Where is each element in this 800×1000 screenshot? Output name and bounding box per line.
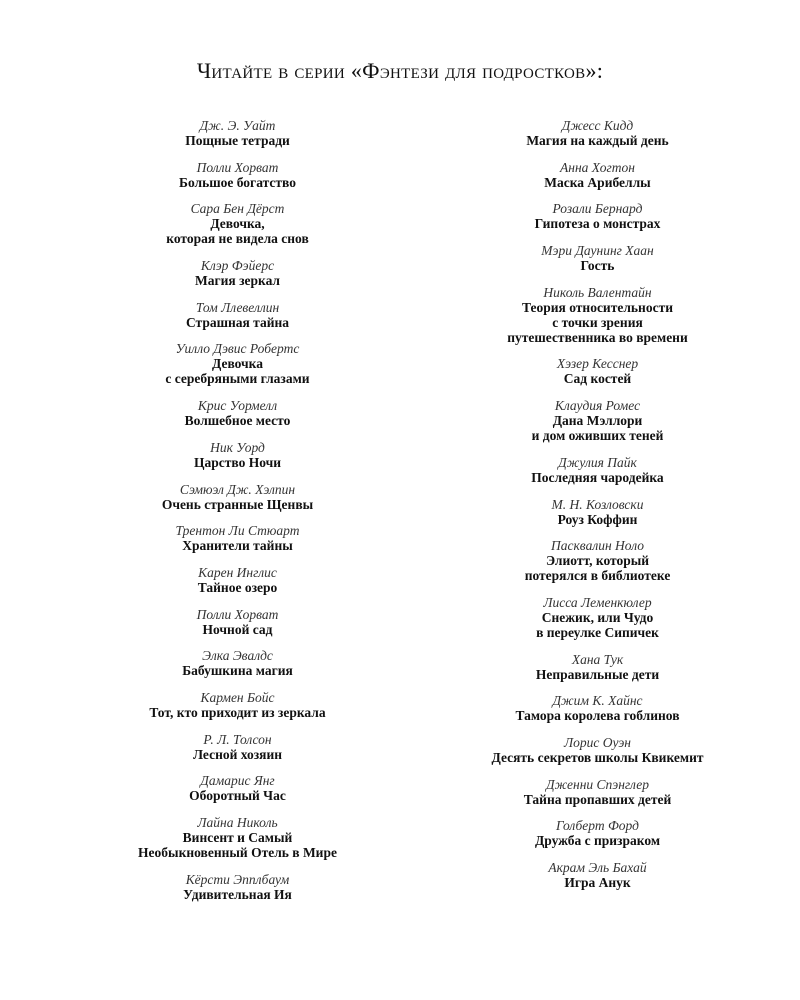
book-title-line: Элиотт, который	[545, 553, 650, 569]
book-title	[440, 258, 755, 273]
book-title	[440, 610, 755, 640]
book-entry	[440, 735, 755, 765]
book-title-line: Волшебное место	[184, 413, 291, 429]
book-entry	[80, 201, 395, 246]
book-author: Элка Эвалдс	[202, 648, 273, 664]
book-author: Дженни Спэнглер	[546, 776, 649, 792]
book-author: Дж. Э. Уайт	[199, 118, 276, 133]
book-title	[440, 216, 755, 231]
book-title-line: путешественника во времени	[507, 329, 688, 345]
book-title	[80, 622, 395, 637]
book-title-line: Роуз Коффин	[557, 511, 638, 527]
book-title-line: Необыкновенный Отель в Мире	[138, 845, 337, 860]
book-title	[80, 216, 395, 246]
book-title-line: Лесной хозяин	[192, 746, 283, 762]
book-title	[440, 750, 755, 765]
book-title-line: Оборотный Час	[189, 788, 286, 804]
book-entry	[440, 398, 755, 443]
book-title	[80, 175, 395, 190]
book-title	[80, 315, 395, 330]
book-entry	[440, 777, 755, 807]
book-author: Мэри Даунинг Хаан	[541, 243, 654, 259]
book-title-line: которая не видела снов	[166, 231, 309, 247]
book-title-line: Тамора королева гоблинов	[515, 708, 680, 724]
book-title	[80, 887, 395, 902]
book-author: Акрам Эль Бахай	[548, 860, 647, 875]
book-title	[80, 538, 395, 553]
book-title	[80, 413, 395, 428]
book-title	[440, 133, 755, 148]
right-column	[440, 118, 755, 902]
book-entry	[80, 118, 395, 148]
book-title-line: с серебряными глазами	[165, 371, 310, 387]
book-title	[440, 667, 755, 682]
book-title	[440, 300, 755, 345]
book-entry	[440, 818, 755, 848]
left-column	[80, 118, 395, 913]
book-title	[80, 580, 395, 595]
book-author: Хэзер Кесснер	[556, 356, 639, 372]
book-title-line: Последняя чародейка	[531, 469, 664, 485]
book-author: Николь Валентайн	[543, 284, 652, 300]
book-title-line: Тайна пропавших детей	[523, 791, 672, 807]
book-entry	[80, 690, 395, 720]
book-entry	[80, 523, 395, 553]
book-title-line: Ночной сад	[202, 621, 273, 637]
book-title-line: Десять секретов школы Квикемит	[491, 749, 704, 765]
book-author: Джесс Кидд	[561, 118, 634, 133]
book-entry	[440, 118, 755, 148]
book-entry	[80, 300, 395, 330]
book-author: Клаудия Ромес	[554, 398, 641, 414]
book-author: Полли Хорват	[196, 606, 279, 622]
book-title-line: Гость	[580, 258, 615, 274]
book-title-line: и дом оживших теней	[531, 428, 664, 444]
book-entry	[440, 595, 755, 640]
book-author: Уилло Дэвис Робертс	[175, 341, 300, 357]
book-author: Голберт Форд	[556, 818, 639, 834]
book-author: Карен Инглис	[198, 564, 277, 580]
book-entry	[440, 652, 755, 682]
book-author: Полли Хорват	[196, 159, 279, 175]
book-title	[80, 830, 395, 860]
book-title-line: Дружба с призраком	[534, 833, 661, 849]
book-author: Дамарис Янг	[200, 773, 275, 789]
book-entry	[440, 201, 755, 231]
book-title-line: Пощные тетради	[185, 133, 290, 148]
book-title-line: Маска Арибеллы	[544, 174, 651, 190]
book-title-line: Удивительная Ия	[183, 886, 292, 902]
book-title-line: Бабушкина магия	[182, 663, 293, 679]
book-title	[80, 356, 395, 386]
book-author: Сара Бен Дёрст	[190, 201, 285, 217]
book-entry	[80, 398, 395, 428]
book-title-line: Магия зеркал	[194, 273, 281, 289]
book-author: Крис Уормелл	[197, 398, 278, 414]
book-entry	[80, 648, 395, 678]
book-title-line: Очень странные Щенвы	[161, 496, 314, 512]
book-title	[440, 413, 755, 443]
book-entry	[440, 538, 755, 583]
book-author: Пасквалин Ноло	[551, 538, 644, 554]
book-title-line: с точки зрения	[552, 314, 643, 330]
book-entry	[80, 440, 395, 470]
book-title-line: Теория относительности	[522, 299, 673, 315]
book-title	[80, 788, 395, 803]
book-title	[80, 497, 395, 512]
book-author: Джулия Пайк	[558, 454, 637, 470]
book-entry	[80, 565, 395, 595]
book-entry	[80, 872, 395, 902]
book-entry	[440, 455, 755, 485]
book-author: Р. Л. Толсон	[203, 731, 272, 747]
book-entry	[440, 860, 755, 890]
book-title-line: Игра Анук	[564, 875, 631, 890]
book-entry	[440, 356, 755, 386]
book-author: Анна Хогтон	[560, 159, 635, 175]
book-entry	[440, 243, 755, 273]
book-author: Клэр Фэйерс	[200, 258, 275, 274]
book-title	[440, 708, 755, 723]
book-entry	[80, 773, 395, 803]
page-heading: Читайте в серии «Фэнтези для подростков»:	[196, 58, 604, 83]
book-title-line: Страшная тайна	[185, 314, 290, 330]
book-title	[80, 273, 395, 288]
book-author: Розали Бернард	[552, 201, 643, 217]
book-title-line: Царство Ночи	[194, 454, 281, 470]
book-author: Трентон Ли Стюарт	[175, 523, 300, 539]
book-entry	[80, 607, 395, 637]
book-entry	[80, 815, 395, 860]
book-author: Лайна Николь	[197, 815, 278, 830]
book-author: Ник Уорд	[210, 439, 265, 455]
book-title-line: Магия на каждый день	[526, 133, 669, 148]
book-author: Хана Тук	[571, 651, 624, 667]
book-title	[440, 512, 755, 527]
book-title	[80, 455, 395, 470]
book-title-line: Неправильные дети	[535, 666, 660, 682]
book-title-line: Девочка	[212, 356, 263, 372]
book-author: Сэмюэл Дж. Хэлпин	[179, 481, 296, 497]
book-title-line: потерялся в библиотеке	[524, 568, 671, 584]
book-entry	[80, 160, 395, 190]
book-title	[440, 175, 755, 190]
book-entry	[80, 732, 395, 762]
book-entry	[80, 258, 395, 288]
book-author: М. Н. Козловски	[551, 496, 644, 512]
book-entry	[440, 285, 755, 345]
book-title	[80, 663, 395, 678]
book-author: Лисса Леменкюлер	[543, 594, 652, 610]
book-title-line: Гипотеза о монстрах	[534, 216, 661, 232]
book-title-line: Дана Мэллори	[552, 413, 643, 429]
book-title	[440, 553, 755, 583]
book-entry	[80, 482, 395, 512]
book-title-line: Тот, кто приходит из зеркала	[149, 704, 326, 720]
book-title	[80, 747, 395, 762]
book-entry	[440, 160, 755, 190]
book-title	[440, 371, 755, 386]
book-title	[80, 705, 395, 720]
book-title-line: Хранители тайны	[182, 538, 293, 554]
book-title	[80, 133, 395, 148]
book-title	[440, 833, 755, 848]
book-title-line: Большое богатство	[179, 174, 296, 190]
book-title-line: Сад костей	[563, 371, 632, 387]
book-title	[440, 875, 755, 890]
book-author: Том Ллевеллин	[195, 299, 280, 315]
book-entry	[440, 497, 755, 527]
book-title-line: в переулке Сипичек	[536, 624, 659, 640]
book-title-line: Девочка,	[210, 216, 265, 232]
book-title-line: Винсент и Самый	[182, 830, 293, 845]
book-title-line: Снежик, или Чудо	[541, 609, 654, 625]
book-title	[440, 792, 755, 807]
book-author: Лорис Оуэн	[564, 734, 631, 750]
book-title	[440, 470, 755, 485]
book-author: Кармен Бойс	[200, 689, 275, 705]
book-author: Джим К. Хайнс	[552, 693, 643, 709]
book-entry	[80, 341, 395, 386]
book-entry	[440, 693, 755, 723]
book-author: Кёрсти Эпплбаум	[185, 871, 290, 887]
book-title-line: Тайное озеро	[197, 579, 278, 595]
